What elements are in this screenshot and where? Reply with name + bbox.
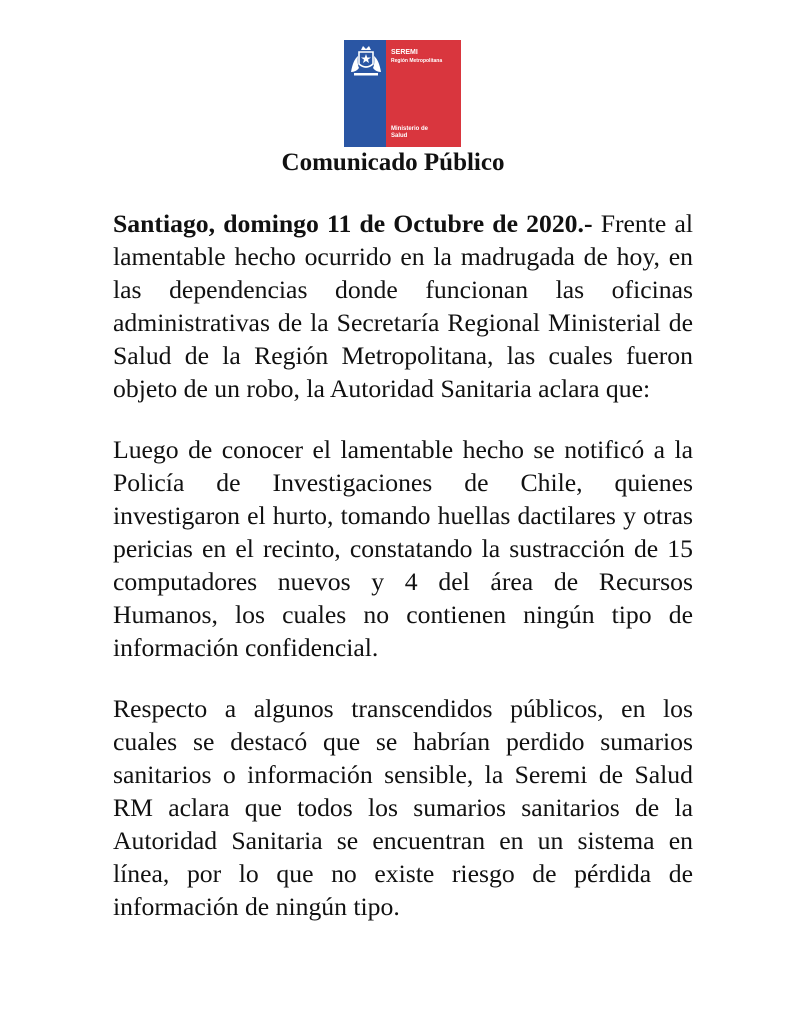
logo-blue-panel bbox=[344, 40, 386, 147]
logo-ministerio-text bbox=[391, 126, 428, 139]
paragraph-1 bbox=[113, 207, 693, 405]
logo-red-panel bbox=[386, 40, 461, 147]
dateline: Santiago, domingo 11 de Octubre de 2020.- bbox=[113, 209, 593, 238]
chile-coat-of-arms-icon bbox=[348, 44, 384, 80]
logo-seremi-text: SEREMI bbox=[391, 49, 418, 56]
paragraph-3: Respecto a algunos transcendidos públicos, en los cuales se destacó que se habrían perdido sumarios sanitarios o información sensible, la Seremi de Salud RM aclara que todos los sumarios sanitarios de la Autoridad Sanitaria se encuentran en un sistema en línea, por lo que no existe riesgo de pérdida de información de ningún tipo. bbox=[113, 694, 693, 921]
logo-ministerio-line2: Salud bbox=[391, 132, 408, 139]
document-body bbox=[113, 207, 693, 923]
document-title: Comunicado Público bbox=[281, 149, 505, 176]
logo-region-text: Región Metropolitana bbox=[391, 58, 443, 64]
paragraph-1-text: Frente al lamentable hecho ocurrido en la madrugada de hoy, en las dependencias donde funcionan las oficinas administrativas de la Secretaría Regional Ministerial de Salud de la Región Metropolitana, las cuales fueron objeto de un robo, la Autoridad Sanitaria aclara que: bbox=[113, 209, 694, 403]
seremi-logo bbox=[344, 40, 461, 147]
logo-ministerio-line1: Ministerio de bbox=[391, 126, 429, 132]
paragraph-2: Luego de conocer el lamentable hecho se notificó a la Policía de Investigaciones de Chile, quienes investigaron el hurto, tomando huellas dactilares y otras pericias en el recinto, constatando la sustracción de 15 computadores nuevos y 4 del área de Recursos Humanos, los cuales no contienen ningún tipo de información confidencial. bbox=[113, 435, 693, 662]
